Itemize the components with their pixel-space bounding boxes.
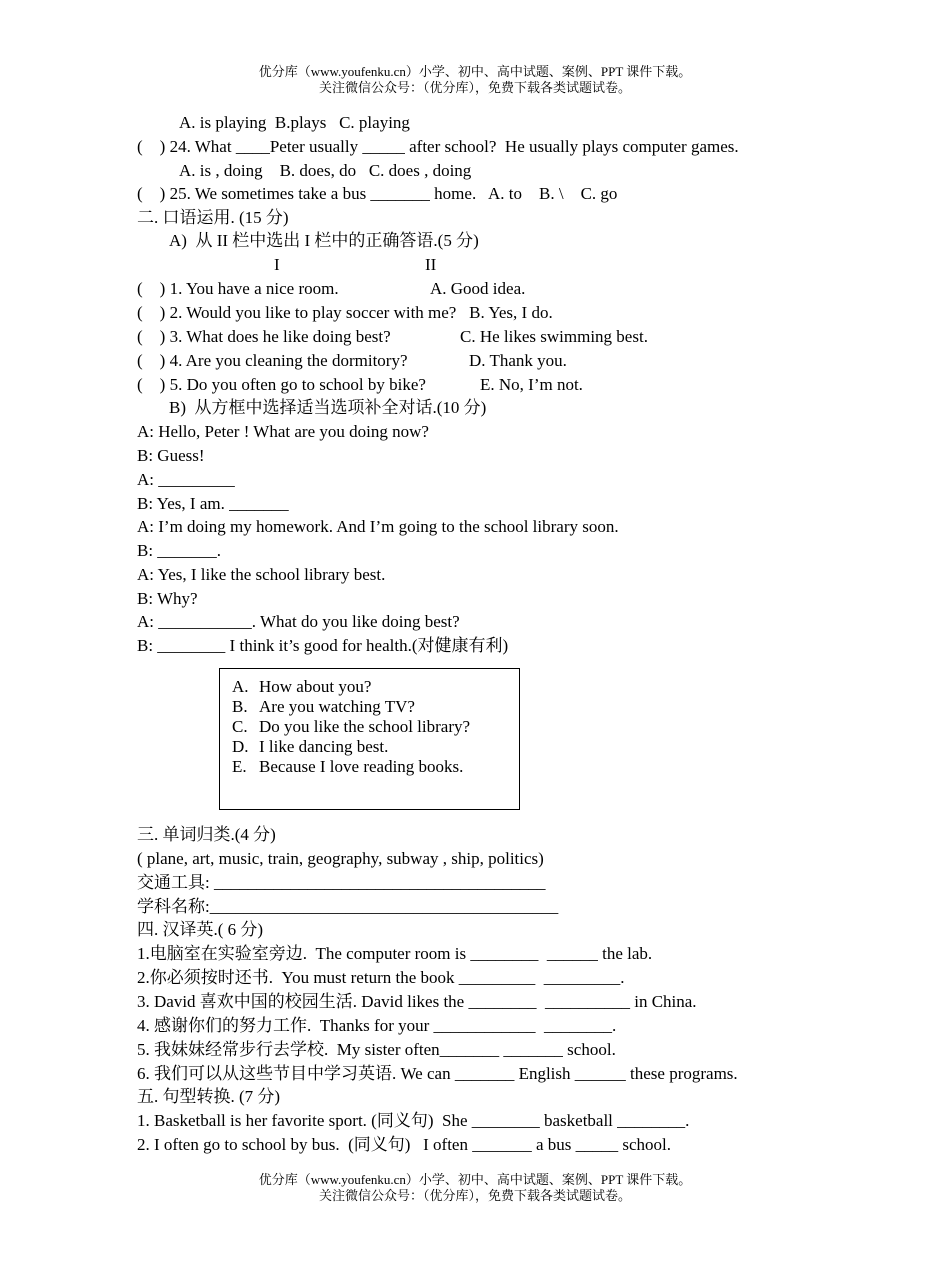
match-item-1: ( ) 1. You have a nice room. xyxy=(137,279,339,298)
footer-line-1: 优分库（www.youfenku.cn）小学、初中、高中试题、案例、PPT 课件下载。 xyxy=(258,1172,692,1187)
header-line-1: 优分库（www.youfenku.cn）小学、初中、高中试题、案例、PPT 课件下载。 xyxy=(258,64,692,79)
transform-item-1: 1. Basketball is her favorite sport. (同义句) She ________ basketball ________. xyxy=(137,1111,690,1130)
category-subjects: 学科名称:_________________________________________ xyxy=(137,897,559,916)
match-item-4: ( ) 4. Are you cleaning the dormitory? xyxy=(137,351,408,370)
footer-line-2: 关注微信公众号：（优分库），免费下载各类试题试卷。 xyxy=(318,1188,631,1203)
options-box xyxy=(219,668,520,810)
category-transport: 交通工具: _______________________________________ xyxy=(137,873,546,892)
match-answer-c: C. He likes swimming best. xyxy=(460,327,648,346)
match-answer-d: D. Thank you. xyxy=(469,351,567,370)
dialogue-line-10: B: ________ I think it’s good for health.(对健康有利) xyxy=(137,636,509,655)
translate-item-2: 2.你必须按时还书. You must return the book _________ _________. xyxy=(137,968,625,987)
match-item-2: ( ) 2. Would you like to play soccer with me? B. Yes, I do. xyxy=(137,303,553,322)
section-2b-instruction: B) 从方框中选择适当选项补全对话.(10 分) xyxy=(169,398,487,417)
page-header xyxy=(0,64,950,96)
option-d: D. I like dancing best. xyxy=(232,737,389,756)
match-item-5: ( ) 5. Do you often go to school by bike? xyxy=(137,375,426,394)
match-answer-e: E. No, I’m not. xyxy=(480,375,583,394)
dialogue-line-3: A: _________ xyxy=(137,470,235,489)
dialogue-line-4: B: Yes, I am. _______ xyxy=(137,494,289,513)
section-2a-instruction: A) 从 II 栏中选出 I 栏中的正确答语.(5 分) xyxy=(169,231,479,250)
q25-question: ( ) 25. We sometimes take a bus _______ home. A. to B. \ C. go xyxy=(137,184,618,203)
section-2-heading: 二. 口语运用. (15 分) xyxy=(137,208,289,227)
option-a: A. How about you? xyxy=(232,677,372,696)
translate-item-1: 1.电脑室在实验室旁边. The computer room is ________ ______ the lab. xyxy=(137,944,653,963)
word-list: ( plane, art, music, train, geography, subway , ship, politics) xyxy=(137,849,544,868)
column-i-label: I xyxy=(274,255,280,274)
column-ii-label: II xyxy=(425,255,437,274)
match-answer-a: A. Good idea. xyxy=(430,279,526,298)
dialogue-line-7: A: Yes, I like the school library best. xyxy=(137,565,386,584)
translate-item-5: 5. 我妹妹经常步行去学校. My sister often_______ _______ school. xyxy=(137,1040,616,1059)
page-footer xyxy=(0,1172,950,1204)
q24-question: ( ) 24. What ____Peter usually _____ after school? He usually plays computer games. xyxy=(137,137,739,156)
transform-item-2: 2. I often go to school by bus. (同义句) I often _______ a bus _____ school. xyxy=(137,1135,672,1154)
q23-options: A. is playing B.plays C. playing xyxy=(179,113,410,132)
q24-options: A. is , doing B. does, do C. does , doing xyxy=(179,161,472,180)
dialogue-line-5: A: I’m doing my homework. And I’m going to the school library soon. xyxy=(137,517,619,536)
option-e: E. Because I love reading books. xyxy=(232,757,464,776)
section-3-heading: 三. 单词归类.(4 分) xyxy=(137,825,276,844)
section-5-heading: 五. 句型转换. (7 分) xyxy=(137,1087,281,1106)
translate-item-3: 3. David 喜欢中国的校园生活. David likes the ________ __________ in China. xyxy=(137,992,697,1011)
option-b: B. Are you watching TV? xyxy=(232,697,415,716)
section-4-heading: 四. 汉译英.( 6 分) xyxy=(137,920,264,939)
translate-item-4: 4. 感谢你们的努力工作. Thanks for your ____________ ________. xyxy=(137,1016,617,1035)
dialogue-line-6: B: _______. xyxy=(137,541,222,560)
match-item-3: ( ) 3. What does he like doing best? xyxy=(137,327,391,346)
dialogue-line-8: B: Why? xyxy=(137,589,198,608)
dialogue-line-2: B: Guess! xyxy=(137,446,205,465)
translate-item-6: 6. 我们可以从这些节目中学习英语. We can _______ English ______ these programs. xyxy=(137,1064,738,1083)
header-line-2: 关注微信公众号：（优分库），免费下载各类试题试卷。 xyxy=(318,80,631,95)
dialogue-line-1: A: Hello, Peter ! What are you doing now? xyxy=(137,422,429,441)
option-c: C. Do you like the school library? xyxy=(232,717,471,736)
dialogue-line-9: A: ___________. What do you like doing best? xyxy=(137,612,460,631)
